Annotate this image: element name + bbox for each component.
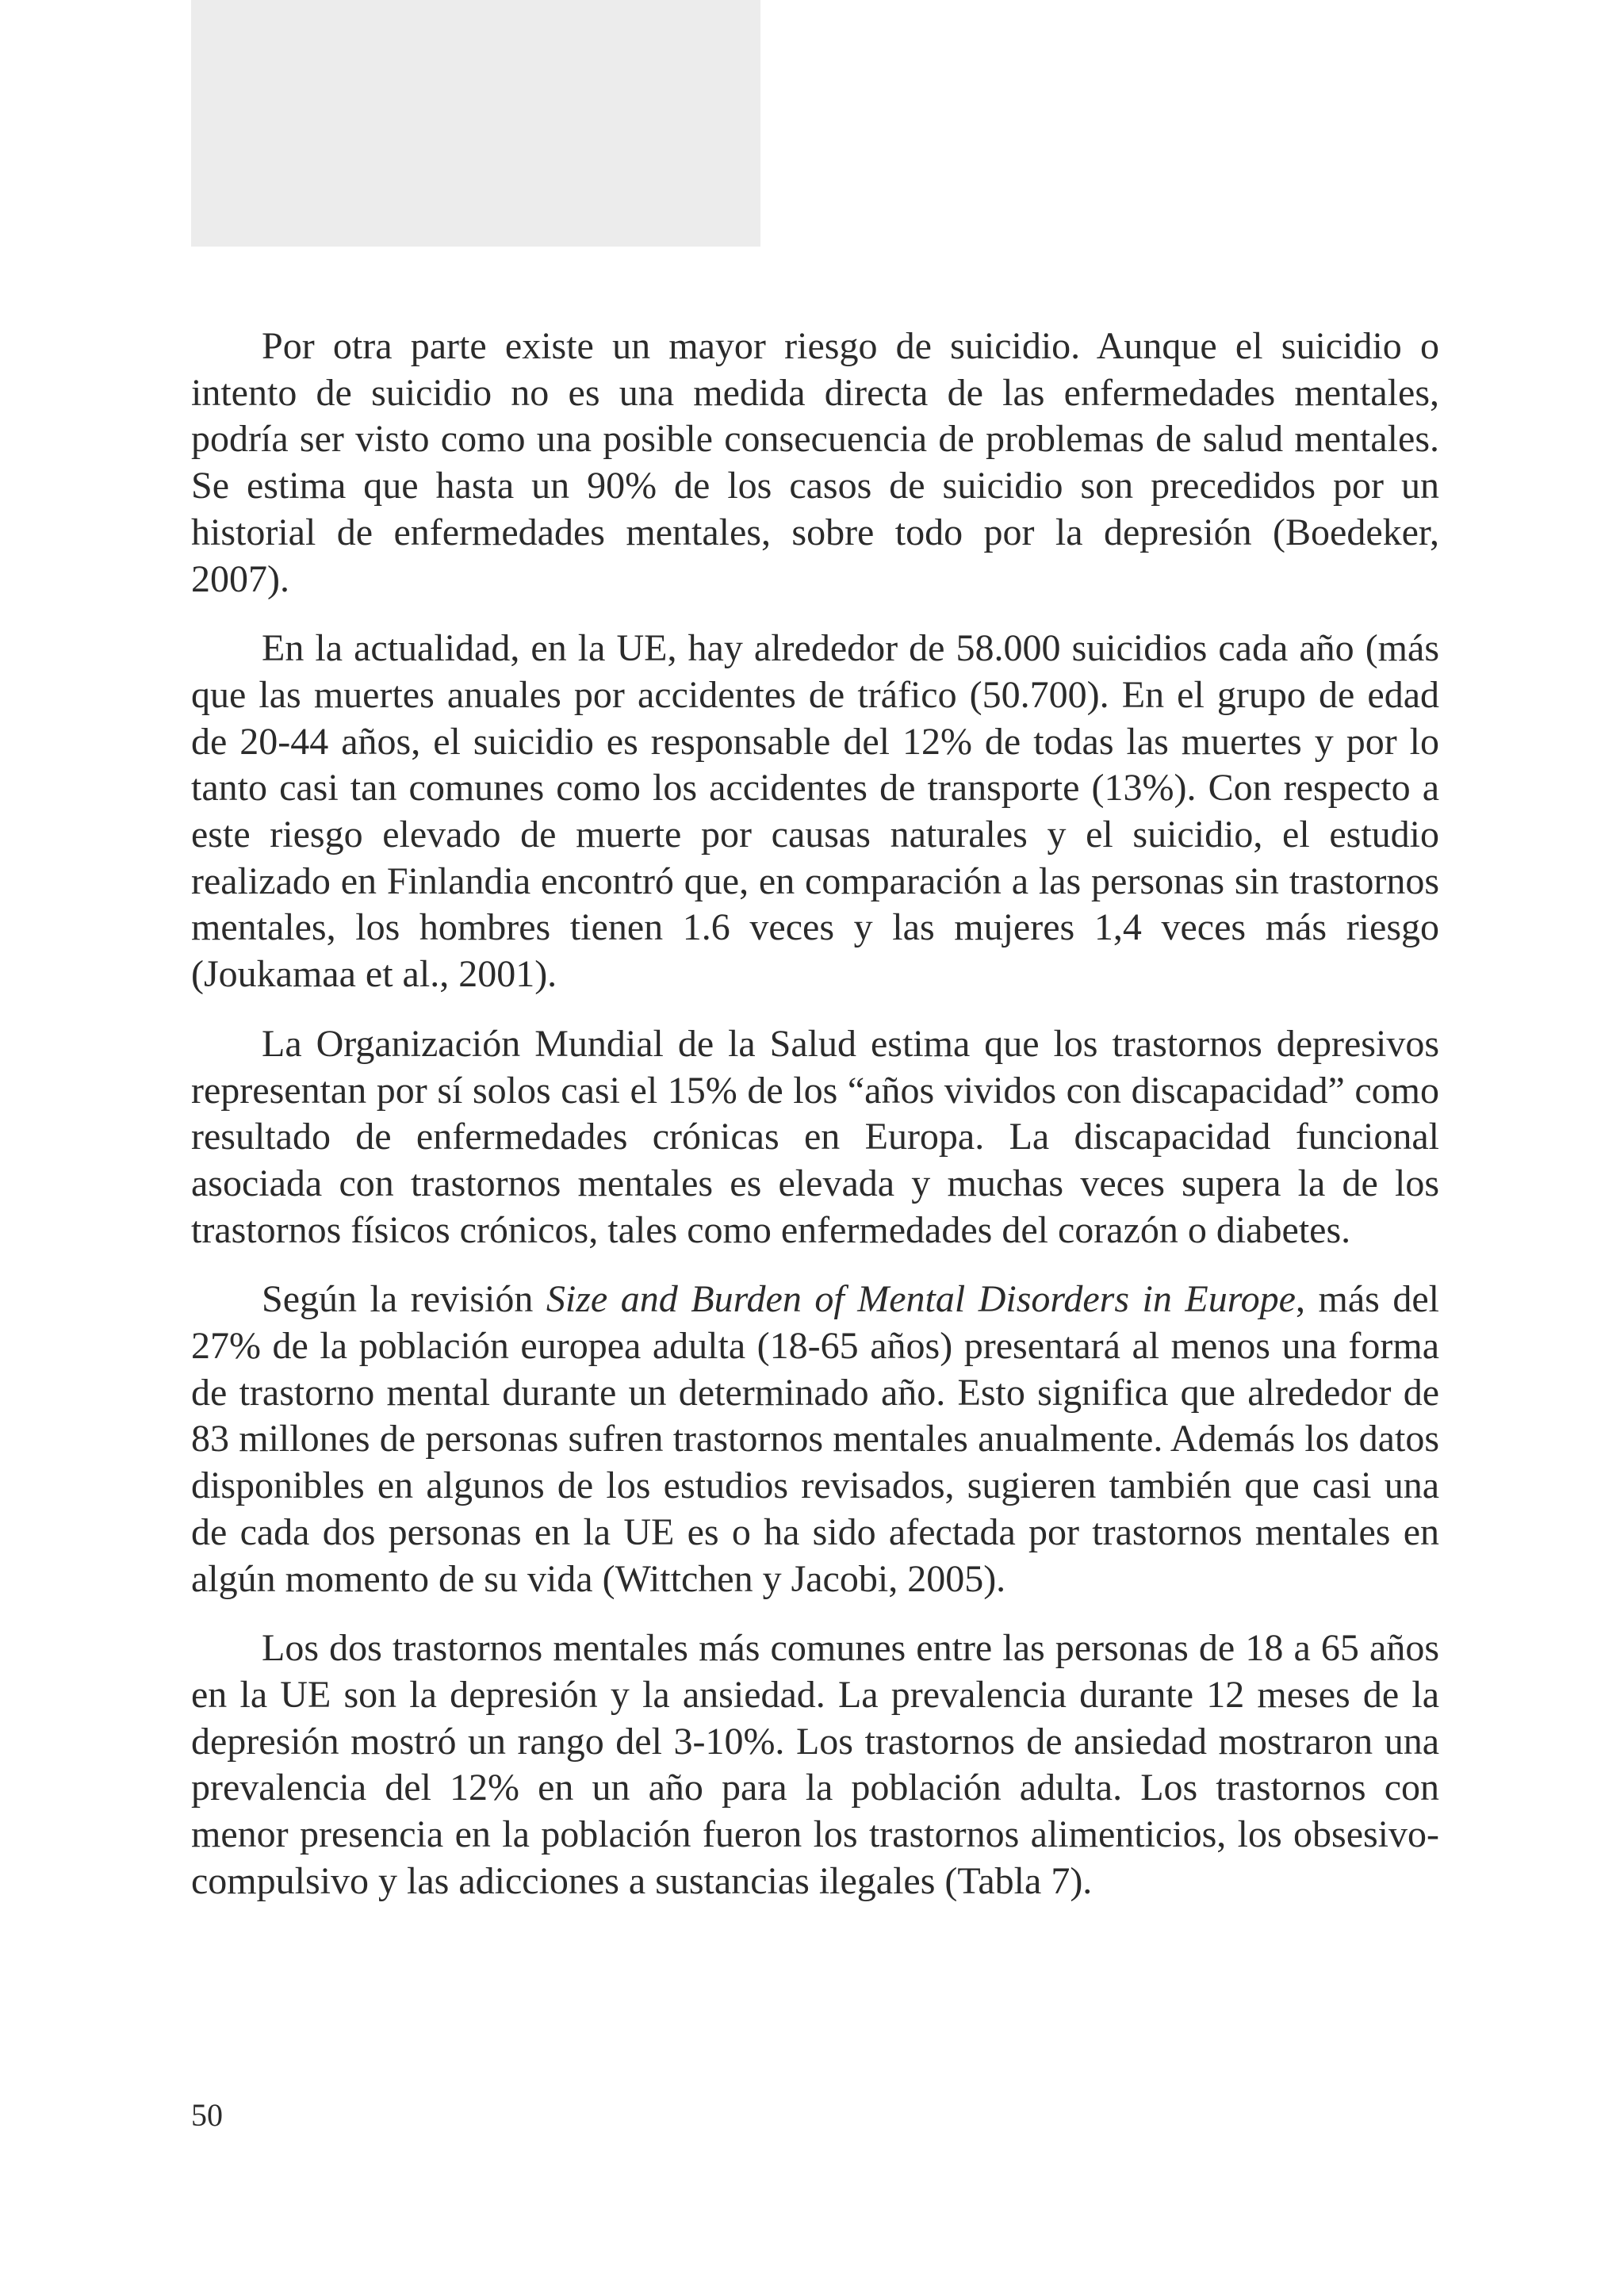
body-text (191, 323, 1439, 1928)
paragraph-size-burden-prefix: Según la revisión (262, 1278, 546, 1321)
page-number: 50 (191, 2097, 223, 2133)
header-gray-block (191, 0, 760, 247)
paragraph-size-burden (191, 1277, 1439, 1602)
paragraph-size-burden-suffix: , más del 27% de la población europea adulta (18-65 años) presentará al menos una forma de trastorno mental durante un determinado año. Esto significa que alrededor de 83 millones de personas sufren trastornos mentales anualmente. Además los datos disponibles en algunos de los estudios revisados, sugieren también que casi una de cada dos personas en la UE es o ha sido afectada por trastornos mentales en algún momento de su vida (Wittchen y Jacobi, 2005). (191, 1278, 1439, 1600)
paragraph-eu-suicides: En la actualidad, en la UE, hay alrededor de 58.000 suicidios cada año (más que las muertes anuales por accidentes de tráfico (50.700). En el grupo de edad de 20-44 años, el suicidio es responsable del 12% de todas las muertes y por lo tanto casi tan comunes como los accidentes de transporte (13%). Con respecto a este riesgo elevado de muerte por causas naturales y el suicidio, el estudio realizado en Finlandia encontró que, en comparación a las personas sin trastornos mentales, los hombres tienen 1.6 veces y las mujeres 1,4 veces más riesgo (Joukamaa et al., 2001). (191, 627, 1439, 996)
publication-title: Size and Burden of Mental Disorders in Europe (546, 1278, 1296, 1321)
paragraph-common-disorders: Los dos trastornos mentales más comunes entre las personas de 18 a 65 años en la UE son la depresión y la ansiedad. La prevalencia durante 12 meses de la depresión mostró un rango del 3-10%. Los trastornos de ansiedad mostraron una prevalencia del 12% en un año para la población adulta. Los trastornos con menor presencia en la población fueron los trastornos alimenticios, los obsesivo-compulsivo y las adicciones a sustancias ilegales (Tabla 7). (191, 1627, 1439, 1902)
paragraph-who-estimate: La Organización Mundial de la Salud estima que los trastornos depresivos representan por sí solos casi el 15% de los “años vividos con discapacidad” como resultado de enfermedades crónicas en Europa. La discapacidad funcional asociada con trastornos mentales es elevada y muchas veces supera la de los trastornos físicos crónicos, tales como enfermedades del corazón o diabetes. (191, 1022, 1439, 1251)
paragraph-suicide-risk: Por otra parte existe un mayor riesgo de suicidio. Aunque el suicidio o intento de suicidio no es una medida directa de las enfermedades mentales, podría ser visto como una posible consecuencia de problemas de salud mentales. Se estima que hasta un 90% de los casos de suicidio son precedidos por un historial de enfermedades mentales, sobre todo por la depresión (Boedeker, 2007). (191, 325, 1439, 600)
